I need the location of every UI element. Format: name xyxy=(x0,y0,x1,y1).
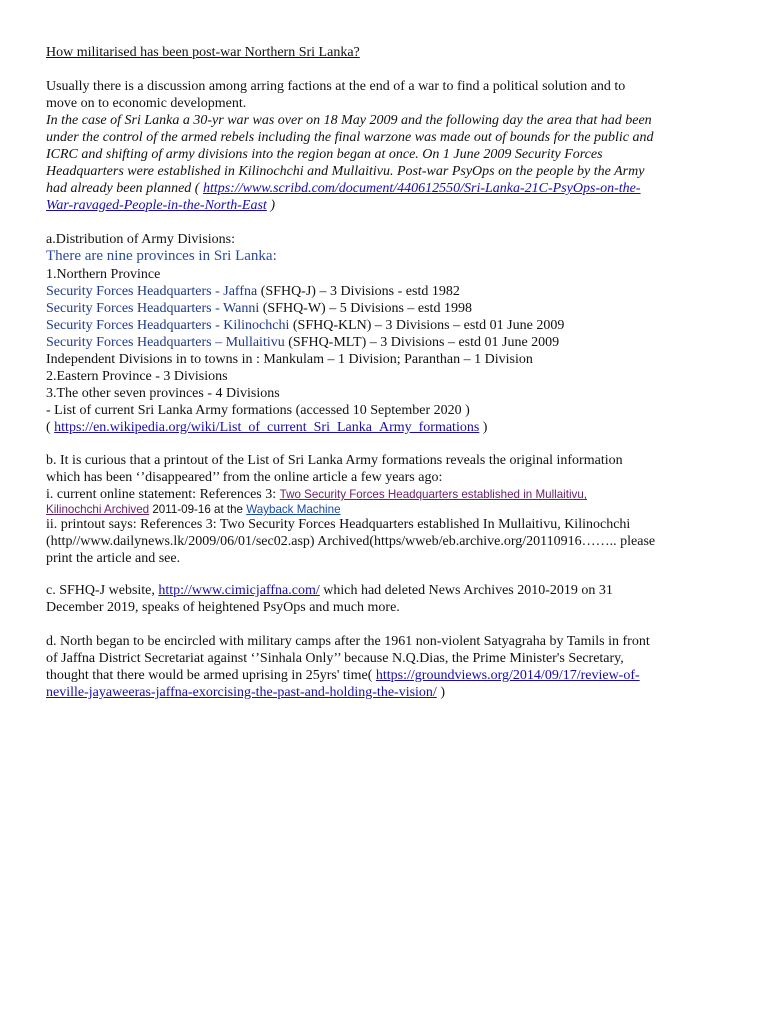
intro-line-1: Usually there is a discussion among arring factions at the end of a war to find a political solution and to xyxy=(46,79,626,94)
wiki-link-prefix: ( xyxy=(46,420,55,435)
formations-list-note: - List of current Sri Lanka Army formations (accessed 10 September 2020 ) xyxy=(46,403,470,418)
section-b-line-2: which has been ‘’disappeared’’ from the online article a few years ago: xyxy=(46,470,443,485)
section-b-line-7: print the article and see. xyxy=(46,551,181,566)
section-b-line-5: ii. printout says: References 3: Two Security Forces Headquarters established In Mullaitivu, Kilinochchi xyxy=(46,517,631,532)
reference-link[interactable]: Two Security Forces Headquarters established in Mullaitivu, xyxy=(279,488,588,501)
intro-italic-line-1: In the case of Sri Lanka a 30-yr war was over on 18 May 2009 and the following day the area that had been xyxy=(46,113,652,128)
page-title: How militarised has been post-war Northern Sri Lanka? xyxy=(46,45,360,60)
northern-province: 1.Northern Province xyxy=(46,267,161,282)
wayback-machine-link[interactable]: Wayback Machine xyxy=(246,503,341,516)
groundviews-link-continued[interactable]: neville-jayaweeras-jaffna-exorcising-the-past-and-holding-the-vision/ xyxy=(46,685,437,700)
intro-link-suffix: ) xyxy=(266,198,275,213)
eastern-province: 2.Eastern Province - 3 Divisions xyxy=(46,369,228,384)
section-d-line-1: d. North began to be encircled with military camps after the 1961 non-violent Satyagraha by Tamils in front xyxy=(46,634,650,649)
intro-italic-line-5 xyxy=(46,180,641,197)
section-b-line-1: b. It is curious that a printout of the List of Sri Lanka Army formations reveals the original information xyxy=(46,453,623,468)
hq-jaffna xyxy=(46,283,460,300)
intro-italic-line-2: under the control of the armed rebels including the final warzone was made out of bounds for the public and xyxy=(46,130,654,145)
section-a-heading: a.Distribution of Army Divisions: xyxy=(46,232,235,247)
scribd-link-continued[interactable]: War-ravaged-People-in-the-North-East xyxy=(46,198,267,213)
hq-jaffna-name: Security Forces Headquarters - Jaffna xyxy=(46,284,258,299)
wiki-link-suffix: ) xyxy=(479,420,488,435)
hq-kilinochchi-name: Security Forces Headquarters - Kilinochchi xyxy=(46,318,290,333)
hq-mullaitivu-detail: (SFHQ-MLT) – 3 Divisions – estd 01 June 2009 xyxy=(284,335,560,350)
cimicjaffna-link[interactable]: http://www.cimicjaffna.com/ xyxy=(158,583,320,598)
section-b-line-6: (http//www.dailynews.lk/2009/06/01/sec02.asp) Archived(https/wweb/eb.archive.org/20110916…….. please xyxy=(46,534,656,549)
groundviews-suffix: ) xyxy=(436,685,445,700)
online-statement-prefix: i. current online statement: References 3: xyxy=(46,487,280,502)
groundviews-link[interactable]: https://groundviews.org/2014/09/17/review-of- xyxy=(375,668,640,683)
groundviews-prefix: thought that there would be armed uprising in 25yrs' time( xyxy=(46,668,376,683)
formations-link-line xyxy=(46,419,487,436)
hq-mullaitivu xyxy=(46,334,559,351)
sfhq-website-prefix: c. SFHQ-J website, xyxy=(46,583,159,598)
other-provinces: 3.The other seven provinces - 4 Divisions xyxy=(46,386,280,401)
reference-link-continued[interactable]: Kilinochchi Archived xyxy=(46,503,150,516)
intro-link-prefix: had already been planned ( xyxy=(46,181,203,196)
intro-italic-line-3: ICRC and shifting of army divisions into the region began at once. On 1 June 2009 Security Forces xyxy=(46,147,603,162)
hq-wanni xyxy=(46,300,472,317)
wikipedia-link[interactable]: https://en.wikipedia.org/wiki/List_of_current_Sri_Lanka_Army_formations xyxy=(54,420,480,435)
intro-line-2: move on to economic development. xyxy=(46,96,247,111)
section-c-line-2: December 2019, speaks of heightened PsyOps and much more. xyxy=(46,600,400,615)
hq-mullaitivu-name: Security Forces Headquarters – Mullaitivu xyxy=(46,335,285,350)
section-d-line-4 xyxy=(46,684,445,701)
provinces-note: There are nine provinces in Sri Lanka: xyxy=(46,248,277,264)
section-d-line-3 xyxy=(46,667,640,684)
archive-date: 2011-09-16 at the xyxy=(149,503,247,516)
intro-italic-line-4: Headquarters were established in Kilinochchi and Mullaitivu. Post-war PsyOps on the people by the Army xyxy=(46,164,645,179)
section-c-line-1 xyxy=(46,582,613,599)
scribd-link[interactable]: https://www.scribd.com/document/440612550/Sri-Lanka-21C-PsyOps-on-the- xyxy=(202,181,641,196)
section-d-line-2: of Jaffna District Secretariat against ‘’Sinhala Only’’ because N.Q.Dias, the Prime Minister's Secretary, xyxy=(46,651,624,666)
independent-divisions: Independent Divisions in to towns in : Mankulam – 1 Division; Paranthan – 1 Division xyxy=(46,352,533,367)
hq-kilinochchi-detail: (SFHQ-KLN) – 3 Divisions – estd 01 June 2009 xyxy=(289,318,565,333)
hq-jaffna-detail: (SFHQ-J) – 3 Divisions - estd 1982 xyxy=(257,284,460,299)
hq-kilinochchi xyxy=(46,317,564,334)
hq-wanni-detail: (SFHQ-W) – 5 Divisions – estd 1998 xyxy=(259,301,472,316)
intro-italic-line-6 xyxy=(46,197,275,214)
sfhq-website-suffix: which had deleted News Archives 2010-2019 on 31 xyxy=(319,583,613,598)
hq-wanni-name: Security Forces Headquarters - Wanni xyxy=(46,301,260,316)
